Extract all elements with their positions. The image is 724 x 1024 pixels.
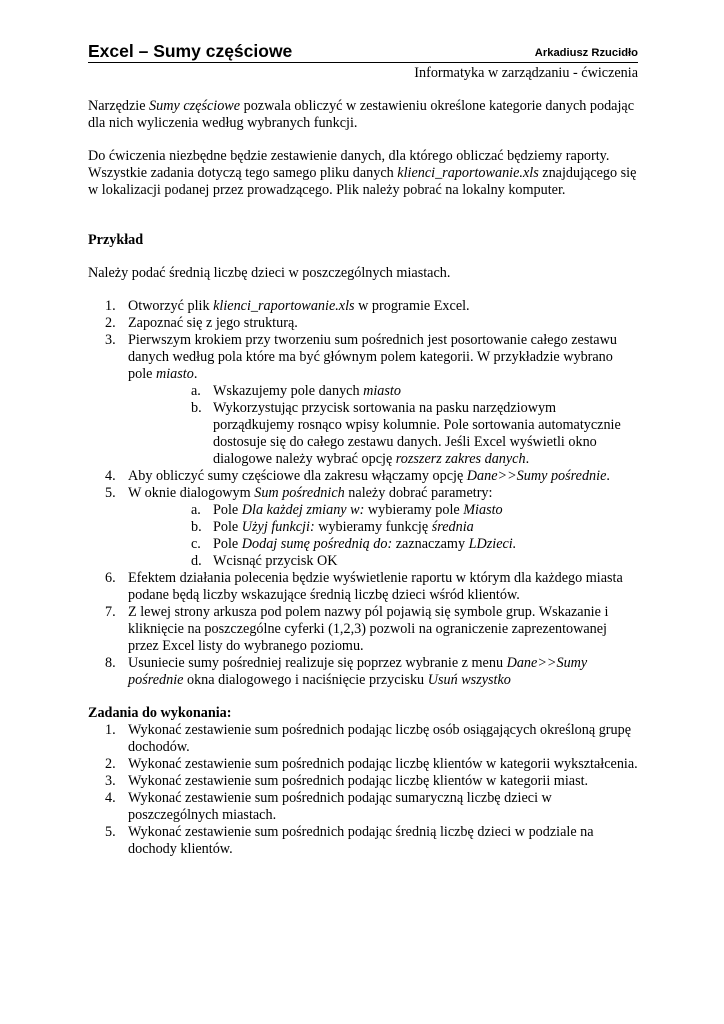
intro-paragraph: Narzędzie Sumy częściowe pozwala obliczyć w zestawieniu określone kategorie danych podając dla nich wyliczenia według wybranych funkcji.: [88, 98, 634, 131]
list-item: 4. Wykonać zestawienie sum pośrednich podając sumaryczną liczbę dzieci w poszczególnych miastach.: [105, 790, 552, 823]
list-item: 1. Otworzyć plik klienci_raportowanie.xls w programie Excel.: [105, 298, 470, 314]
list-item: 3. Wykonać zestawienie sum pośrednich podając liczbę klientów w kategorii miast.: [105, 773, 589, 789]
list-item: 8. Usuniecie sumy pośredniej realizuje się poprzez wybranie z menu Dane>>Sumy pośrednie okna dialogowego i naciśnięcie przycisku Usuń wszystko: [105, 655, 588, 688]
list-item: 5. Wykonać zestawienie sum pośrednich podając średnią liczbę dzieci w podziale na dochody klientów.: [105, 824, 594, 857]
list-item: 7. Z lewej strony arkusza pod polem nazwy pól pojawią się symbole grup. Wskazanie i kliknięcie na poszczególne cyferki (1,2,3) pozwoli na ograniczenie zaprezentowanej przez Excel listy do wybranego poziomu.: [105, 604, 609, 654]
list-item: 1. Wykonać zestawienie sum pośrednich podając liczbę osób osiągających określoną grupę dochodów.: [105, 722, 632, 755]
tasks-heading: Zadania do wykonania:: [88, 705, 232, 721]
data-paragraph: Do ćwiczenia niezbędne będzie zestawienie danych, dla którego obliczać będziemy raporty. Wszystkie zadania dotyczą tego samego pliku danych klienci_raportowanie.xls znajdującego się w lokalizacji podanej przez prowadzącego. Plik należy pobrać na lokalny komputer.: [88, 148, 637, 198]
sub-list-item: b. Pole Użyj funkcji: wybieramy funkcję średnia: [191, 519, 474, 535]
author-name: Arkadiusz Rzucidło: [534, 47, 638, 59]
sub-list-item: c. Pole Dodaj sumę pośrednią do: zaznaczamy LDzieci.: [191, 536, 517, 552]
list-item: 4. Aby obliczyć sumy częściowe dla zakresu włączamy opcję Dane>>Sumy pośrednie.: [105, 468, 610, 484]
document-header: [88, 40, 638, 63]
document-title: Excel – Sumy częściowe: [88, 41, 293, 61]
tasks-list: [88, 722, 638, 858]
sub-list: [128, 383, 638, 468]
sub-list-item: a. Wskazujemy pole danych miasto: [191, 383, 401, 399]
list-item: 2. Zapoznać się z jego strukturą.: [105, 315, 298, 331]
list-item: 6. Efektem działania polecenia będzie wyświetlenie raportu w którym dla każdego miasta podane będą liczby wskazujące średnią liczbę dzieci wśród klientów.: [105, 570, 623, 603]
document-page: [88, 40, 638, 858]
sub-list: [128, 502, 638, 570]
example-intro: Należy podać średnią liczbę dzieci w poszczególnych miastach.: [88, 265, 451, 281]
list-item: 2. Wykonać zestawienie sum pośrednich podając liczbę klientów w kategorii wykształcenia.: [105, 756, 638, 772]
list-item: 3. Pierwszym krokiem przy tworzeniu sum pośrednich jest posortowanie całego zestawu danych według pola które ma być głównym polem kategorii. W przykładzie wybrano pole miasto. a. Wskazujemy pole danych miasto b. Wykorzystując przycisk sortowania na pasku narzędziowym porządkujemy rosnąco wpisy kolumnie. Pole sortowania automatycznie dostosuje się do całego zestawu danych. Jeśli Excel wyświetli okno dialogowe należy wybrać opcję rozszerz zakres danych.: [88, 332, 638, 468]
sub-list-item: b. Wykorzystując przycisk sortowania na pasku narzędziowym porządkujemy rosnąco wpisy kolumnie. Pole sortowania automatycznie dostosuje się do całego zestawu danych. Jeśli Excel wyświetli okno dialogowe należy wybrać opcję rozszerz zakres danych.: [191, 400, 621, 467]
example-heading: Przykład: [88, 232, 144, 248]
sub-list-item: a. Pole Dla każdej zmiany w: wybieramy pole Miasto: [191, 502, 503, 518]
course-subtitle: Informatyka w zarządzaniu - ćwiczenia: [414, 65, 638, 81]
list-item: 5. W oknie dialogowym Sum pośrednich należy dobrać parametry: a. Pole Dla każdej zmiany w: wybieramy pole Miasto b. Pole Użyj funkcji: wybieramy funkcję średnia c. Pole Dodaj sumę pośrednią do: zaznaczamy LDzieci. d. Wcisnąć przycisk OK: [88, 485, 638, 570]
sub-list-item: d. Wcisnąć przycisk OK: [191, 553, 338, 569]
example-steps-list: [88, 298, 638, 689]
